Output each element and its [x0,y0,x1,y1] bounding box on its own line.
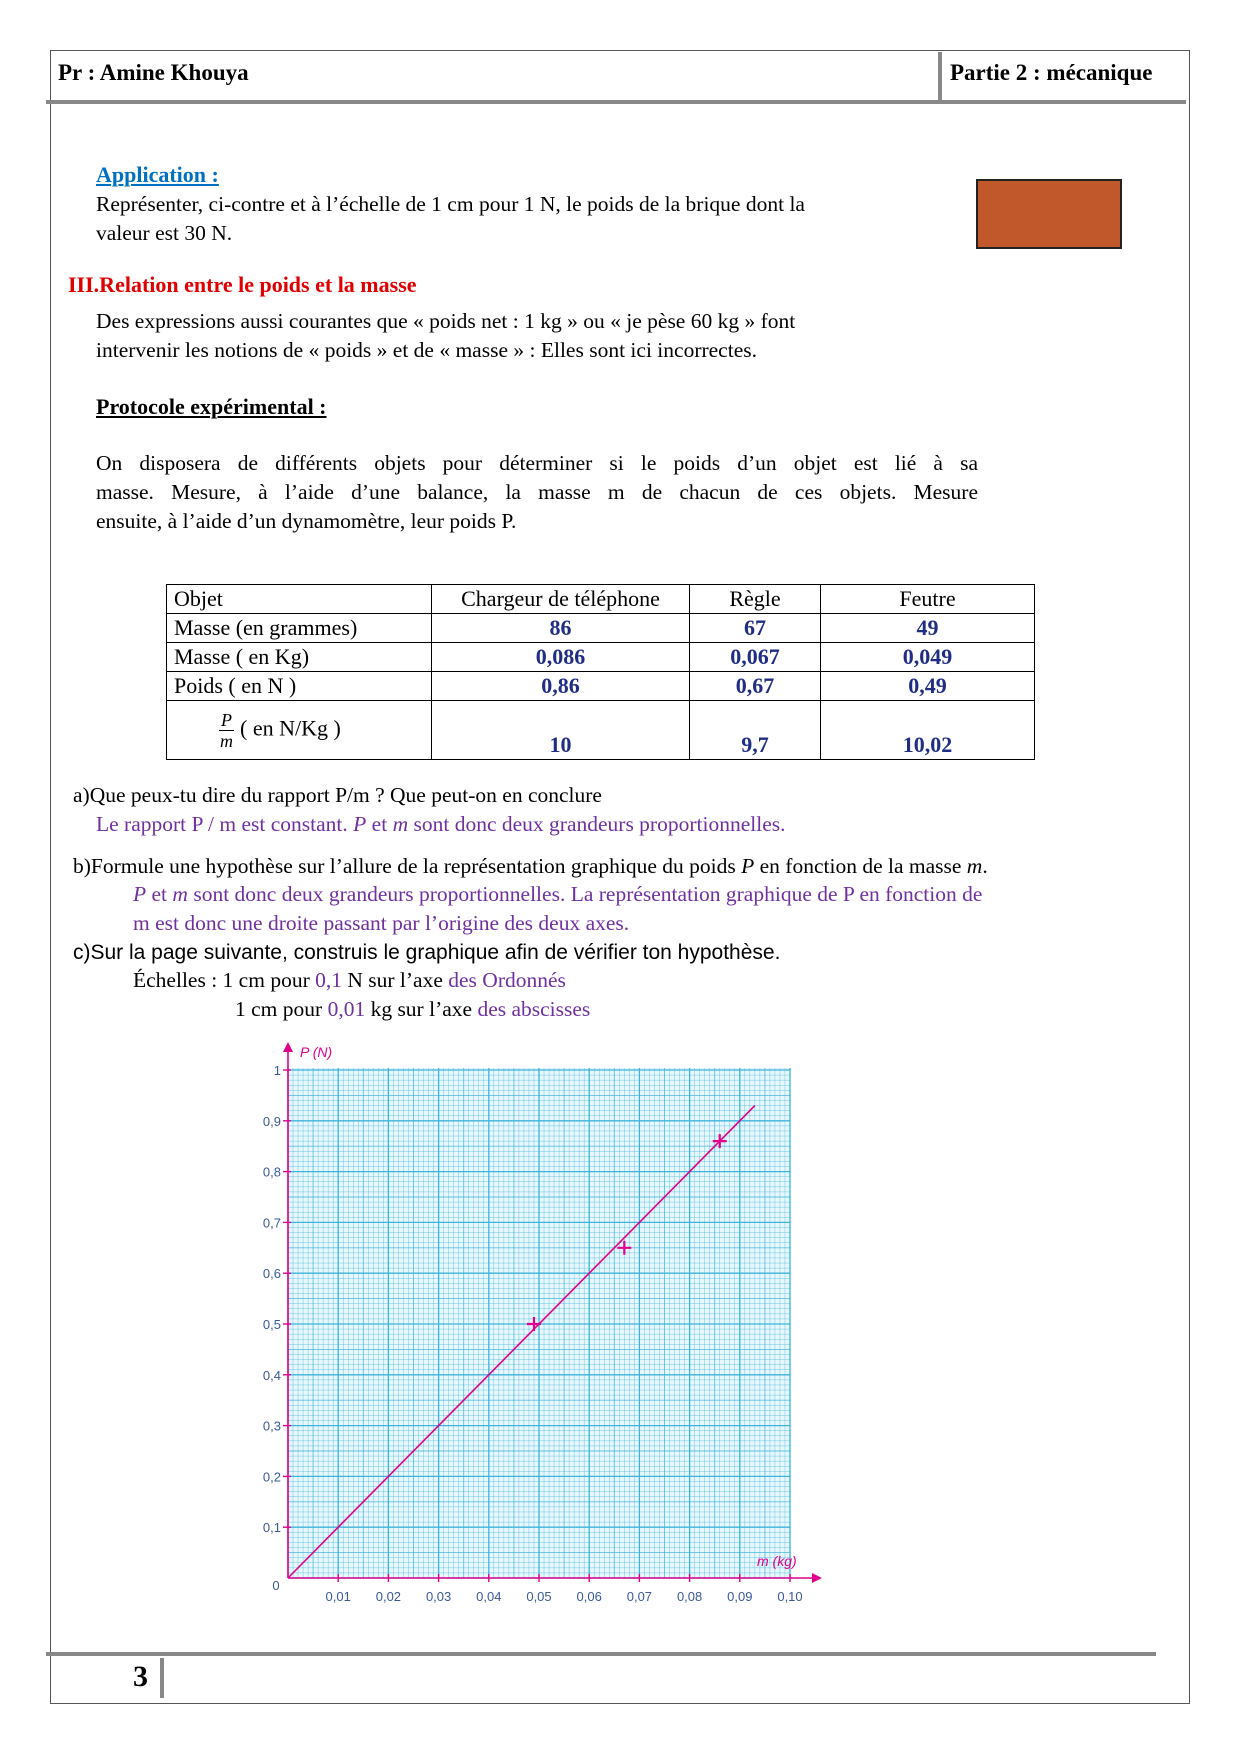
answer-b-part: sont donc deux grandeurs proportionnelles. La représentation graphique de P en fonction de [187,882,983,906]
x-tick-label: 0,08 [676,1589,703,1604]
answer-a-P: P [353,812,367,836]
x-tick-label: 0,03 [425,1589,452,1604]
scale-value: 0,01 [327,997,366,1021]
answer-a-m: m [392,812,409,836]
answer-b-part: et [146,882,173,906]
x-axis-label: m (kg) [757,1553,797,1569]
table-header-cell: Chargeur de téléphone [432,585,690,614]
header-author: Pr : Amine Khouya [58,60,249,85]
row-label: Masse (en grammes) [167,614,432,643]
scale-axis: des Ordonnés [448,968,566,992]
answer-a-part: et [366,812,393,836]
question-c: c)Sur la page suivante, construis le graphique afin de vérifier ton hypothèse. [73,941,781,964]
question-b-part: en fonction de la masse [754,854,967,878]
section-line-2: intervenir les notions de « poids » et de « masse » : Elles sont ici incorrectes. [96,338,757,362]
y-axis-label: P (N) [300,1044,333,1060]
protocol-title: Protocole expérimental : [96,394,327,419]
application-title: Application : [96,162,219,187]
y-tick-label: 0,7 [262,1215,281,1231]
x-tick-label: 0,10 [777,1589,803,1604]
table-cell: 49 [821,614,1035,643]
scale-axis: des abscisses [477,997,591,1021]
header-part: Partie 2 : mécanique [950,60,1153,85]
answer-b-P: P [133,882,147,906]
x-tick-label: 0,07 [626,1589,653,1604]
table-cell: 0,67 [690,672,821,701]
table-cell: 0,067 [690,643,821,672]
answer-b-line-2: m est donc une droite passant par l’origine des deux axes. [133,911,630,935]
x-tick-label: 0,01 [325,1589,351,1604]
y-tick-label: 0,8 [262,1164,281,1180]
y-axis-arrow-icon [283,1042,293,1052]
protocol-line-3: ensuite, à l’aide d’un dynamomètre, leur poids P. [96,509,517,533]
answer-a-part: sont donc deux grandeurs proportionnelles. [408,812,786,836]
table-cell: 86 [432,614,690,643]
ratio-denominator: m [220,730,233,751]
y-tick-label: 0,5 [262,1317,281,1332]
y-tick-label: 0,2 [262,1469,281,1485]
y-tick-label: 0,1 [262,1520,281,1536]
ratio-unit: ( en N/Kg ) [240,715,341,741]
x-tick-label: 0,09 [727,1589,753,1604]
table-cell: 0,049 [821,643,1035,672]
scale-text: 1 cm pour [235,997,328,1021]
table-cell: 0,49 [821,672,1035,701]
table-cell: 0,086 [432,643,690,672]
section-line-1: Des expressions aussi courantes que « poids net : 1 kg » ou « je pèse 60 kg » font [96,309,796,333]
table-cell: 10,02 [821,701,1035,760]
scale-text: Échelles : 1 cm pour [133,968,316,992]
question-b-part: b)Formule une hypothèse sur l’allure de la représentation graphique du poids [73,854,742,878]
question-a: a)Que peux-tu dire du rapport P/m ? Que peut-on en conclure [73,783,602,807]
y-tick-label: 0,4 [262,1367,281,1383]
table-cell: 10 [432,701,690,760]
footer-separator [160,1658,164,1698]
table-header-cell: Feutre [821,585,1035,614]
table-cell: 67 [690,614,821,643]
y-tick-label: 0,6 [262,1266,281,1282]
protocol-line-1: On disposera de différents objets pour déterminer si le poids d’un objet est lié à sa [96,451,978,475]
scale-value: 0,1 [315,968,342,992]
answer-a-part: Le rapport P / m est constant. [96,812,354,836]
scale-text: N sur l’axe [341,968,449,992]
question-b-part: . [982,854,988,878]
question-b-P: P [741,854,755,878]
scale-text: kg sur l’axe [365,997,478,1021]
x-tick-label: 0,02 [375,1589,402,1604]
x-axis-arrow-icon [812,1573,822,1583]
application-line-2: valeur est 30 N. [96,221,233,245]
section-title: III.Relation entre le poids et la masse [68,272,417,297]
answer-b-m: m [172,882,188,906]
y-tick-label: 0,3 [262,1418,281,1434]
table-header-cell: Règle [690,585,821,614]
row-label: Poids ( en N ) [167,672,432,701]
x-tick-label: 0,04 [476,1589,502,1604]
table-cell: 9,7 [690,701,821,760]
application-line-1: Représenter, ci-contre et à l’échelle de 1 cm pour 1 N, le poids de la brique dont la [96,192,805,216]
question-b-m: m [966,854,983,878]
table-cell: 0,86 [432,672,690,701]
y-tick-label: 0,9 [262,1113,281,1129]
footer-rule [46,1652,1156,1656]
table-header-cell: Objet [167,585,432,614]
x-tick-label: 0,06 [576,1589,602,1604]
x-tick-label: 0,05 [526,1589,552,1604]
ratio-numerator: P [221,709,232,730]
page-number: 3 [133,1660,148,1693]
origin-label: 0 [272,1578,280,1593]
y-tick-label: 1 [273,1063,281,1078]
protocol-line-2: masse. Mesure, à l’aide d’une balance, la masse m de chacun de ces objets. Mesure [96,480,978,504]
row-label: Masse ( en Kg) [167,643,432,672]
